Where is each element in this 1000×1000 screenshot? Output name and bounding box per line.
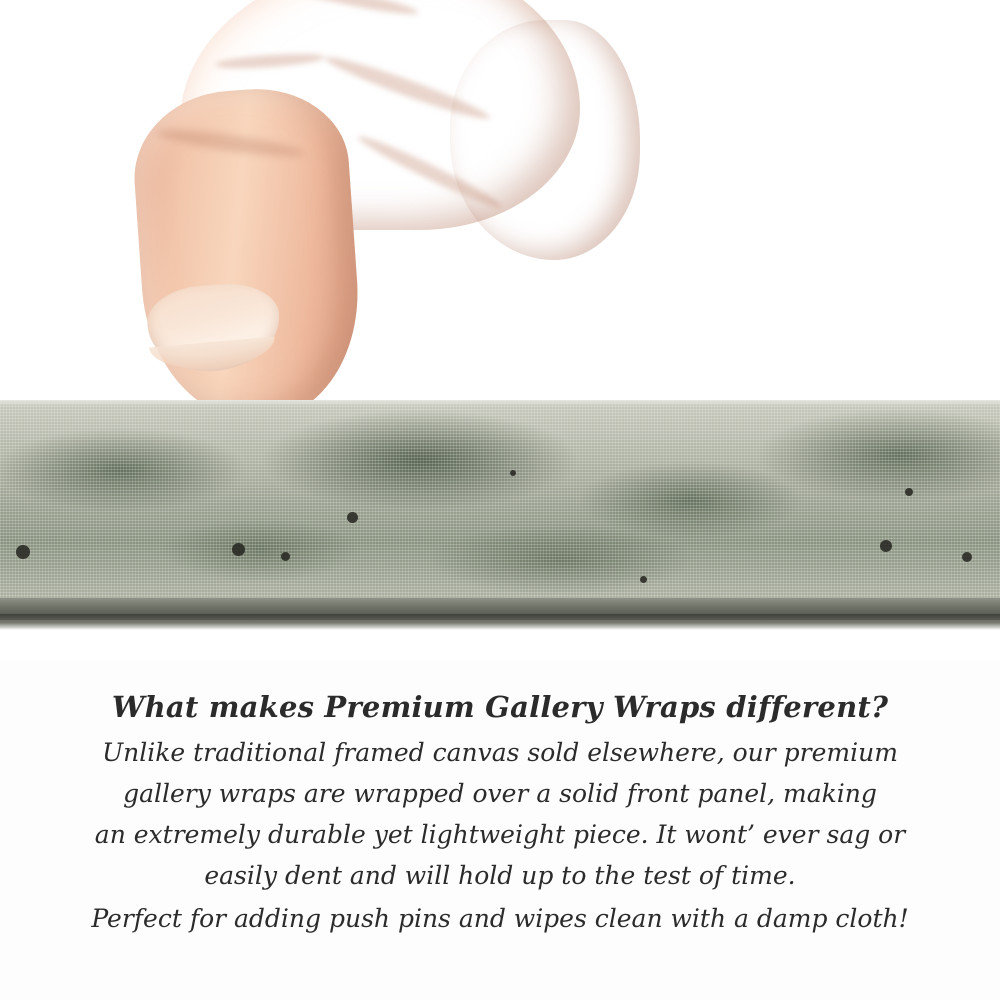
canvas-speck	[962, 552, 972, 562]
caption-heading: What makes Premium Gallery Wraps different?	[111, 690, 889, 724]
canvas-speck	[905, 488, 913, 496]
canvas-drop-shadow	[0, 614, 1000, 630]
thumb-shape	[450, 20, 640, 260]
canvas-speck	[232, 543, 245, 556]
canvas-speck	[347, 512, 358, 523]
caption-line: Unlike traditional framed canvas sold elsewhere, our premium	[102, 738, 898, 767]
canvas-top-highlight	[0, 400, 1000, 406]
caption-line: easily dent and will hold up to the test of time.	[204, 861, 796, 890]
hand-icon	[120, 0, 590, 430]
caption-block	[0, 690, 1000, 939]
canvas-speck	[16, 545, 30, 559]
canvas-edge-icon	[0, 400, 1000, 620]
canvas-speck	[640, 576, 647, 583]
caption-line: an extremely durable yet lightweight piece. It wont’ ever sag or	[94, 820, 906, 849]
canvas-weave-pattern	[0, 400, 1000, 620]
caption-closing-line: Perfect for adding push pins and wipes clean with a damp cloth!	[91, 904, 909, 933]
canvas-speck	[281, 552, 290, 561]
caption-line: gallery wraps are wrapped over a solid front panel, making	[123, 779, 877, 808]
canvas-speck	[880, 540, 892, 552]
canvas-speck	[510, 470, 516, 476]
